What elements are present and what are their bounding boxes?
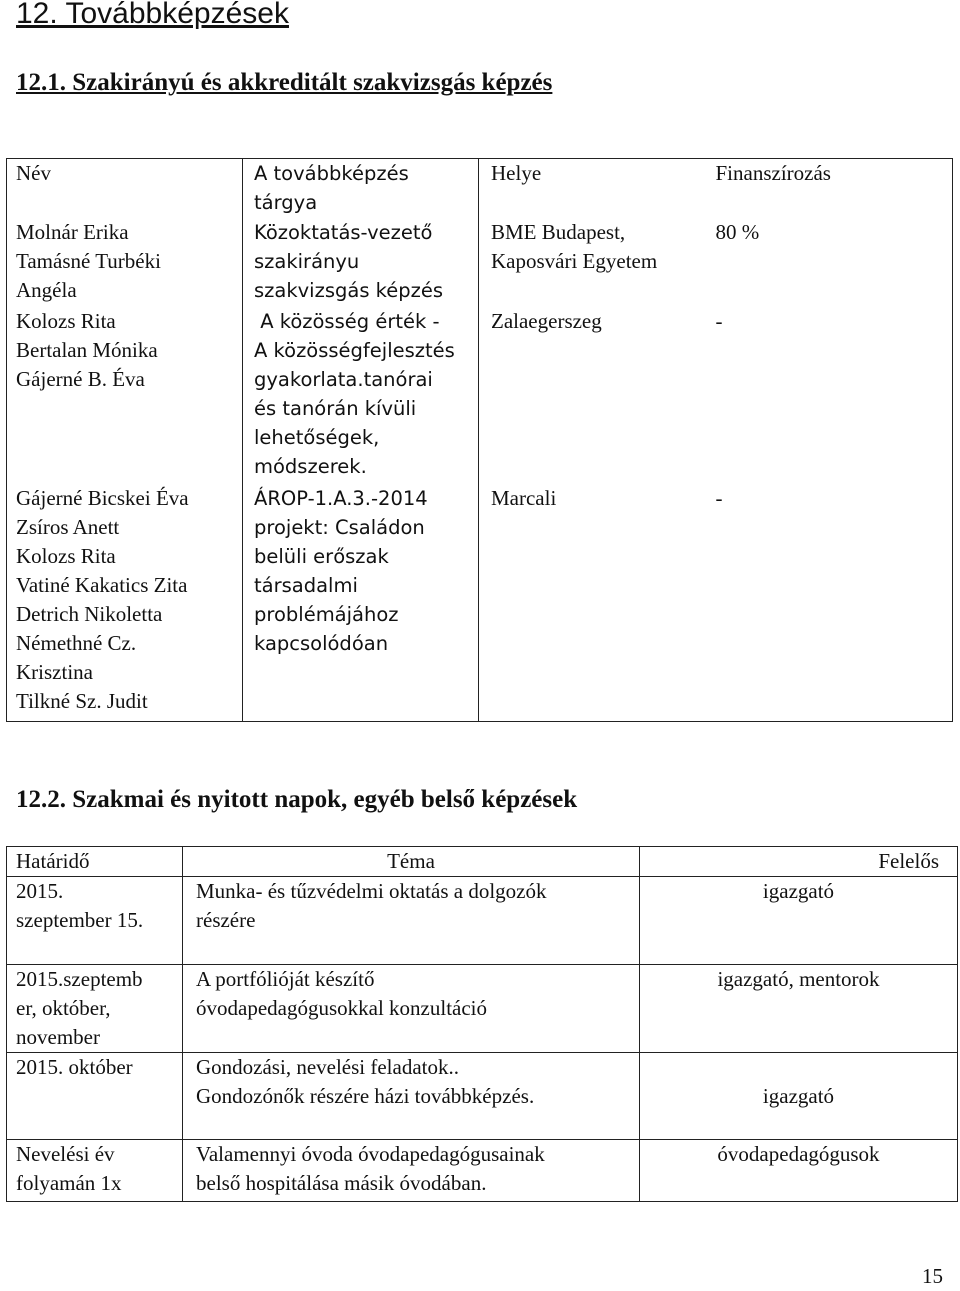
cell-nev: Kolozs Rita Bertalan Mónika Gájerné B. Éva [7,307,243,484]
cell-felelos: igazgató, mentorok [640,965,958,1053]
header-hatarido: Határidő [7,847,183,877]
cell-finanszirozas: - [716,307,953,484]
table-row [7,484,953,722]
page-number: 15 [922,1264,943,1288]
section-heading-12-2: 12.2. Szakmai és nyitott napok, egyéb belső képzések [16,786,578,813]
cell-tema: Gondozási, nevelési feladatok.. Gondozónők részére házi továbbképzés. [183,1053,640,1140]
cell-nev: Molnár Erika Tamásné Turbéki Angéla [7,218,243,307]
cell-hatarido: Nevelési év folyamán 1x [7,1140,183,1202]
table-header-row [7,847,958,877]
cell-targya: A közösség érték - A közösségfejlesztés gyakorlata.tanórai és tanórán kívüli lehetőségek, módszerek. [243,307,479,484]
cell-hatarido: 2015. szeptember 15. [7,877,183,965]
table-header-row [7,159,953,218]
header-felelos: Felelős [640,847,958,877]
table-row [7,1140,958,1202]
table-row [7,307,953,484]
cell-finanszirozas: 80 % [716,218,953,307]
header-finanszirozas: Finanszírozás [716,159,953,218]
cell-nev: Gájerné Bicskei Éva Zsíros Anett Kolozs Rita Vatiné Kakatics Zita Detrich Nikoletta Némethné Cz. Krisztina Tilkné Sz. Judit [7,484,243,722]
chapter-heading: 12. Továbbképzések [16,0,289,30]
cell-tema: Valamennyi óvoda óvodapedagógusainak belső hospitálása másik óvodában. [183,1140,640,1202]
section-heading-12-1: 12.1. Szakirányú és akkreditált szakvizsgás képzés [16,69,553,96]
cell-felelos: igazgató [640,877,958,965]
cell-hatarido: 2015. október [7,1053,183,1140]
cell-hatarido: 2015.szeptemb er, október, november [7,965,183,1053]
table-row [7,218,953,307]
training-table [6,158,953,722]
cell-felelos: igazgató [640,1053,958,1140]
cell-helye: BME Budapest, Kaposvári Egyetem [479,218,716,307]
cell-tema: A portfólióját készítő óvodapedagógusokkal konzultáció [183,965,640,1053]
cell-helye: Zalaegerszeg [479,307,716,484]
header-helye: Helye [479,159,716,218]
table-row [7,1053,958,1140]
cell-helye: Marcali [479,484,716,722]
header-nev: Név [7,159,243,218]
cell-tema: Munka- és tűzvédelmi oktatás a dolgozók részére [183,877,640,965]
header-tema: Téma [183,847,640,877]
table-row [7,965,958,1053]
cell-finanszirozas: - [716,484,953,722]
cell-targya: Közoktatás-vezető szakirányu szakvizsgás képzés [243,218,479,307]
cell-felelos: óvodapedagógusok [640,1140,958,1202]
cell-targya: ÁROP-1.A.3.-2014 projekt: Családon belüli erőszak társadalmi problémájához kapcsolódóan [243,484,479,722]
table-row [7,877,958,965]
header-targya: A továbbképzés tárgya [243,159,479,218]
internal-training-table [6,846,958,1202]
